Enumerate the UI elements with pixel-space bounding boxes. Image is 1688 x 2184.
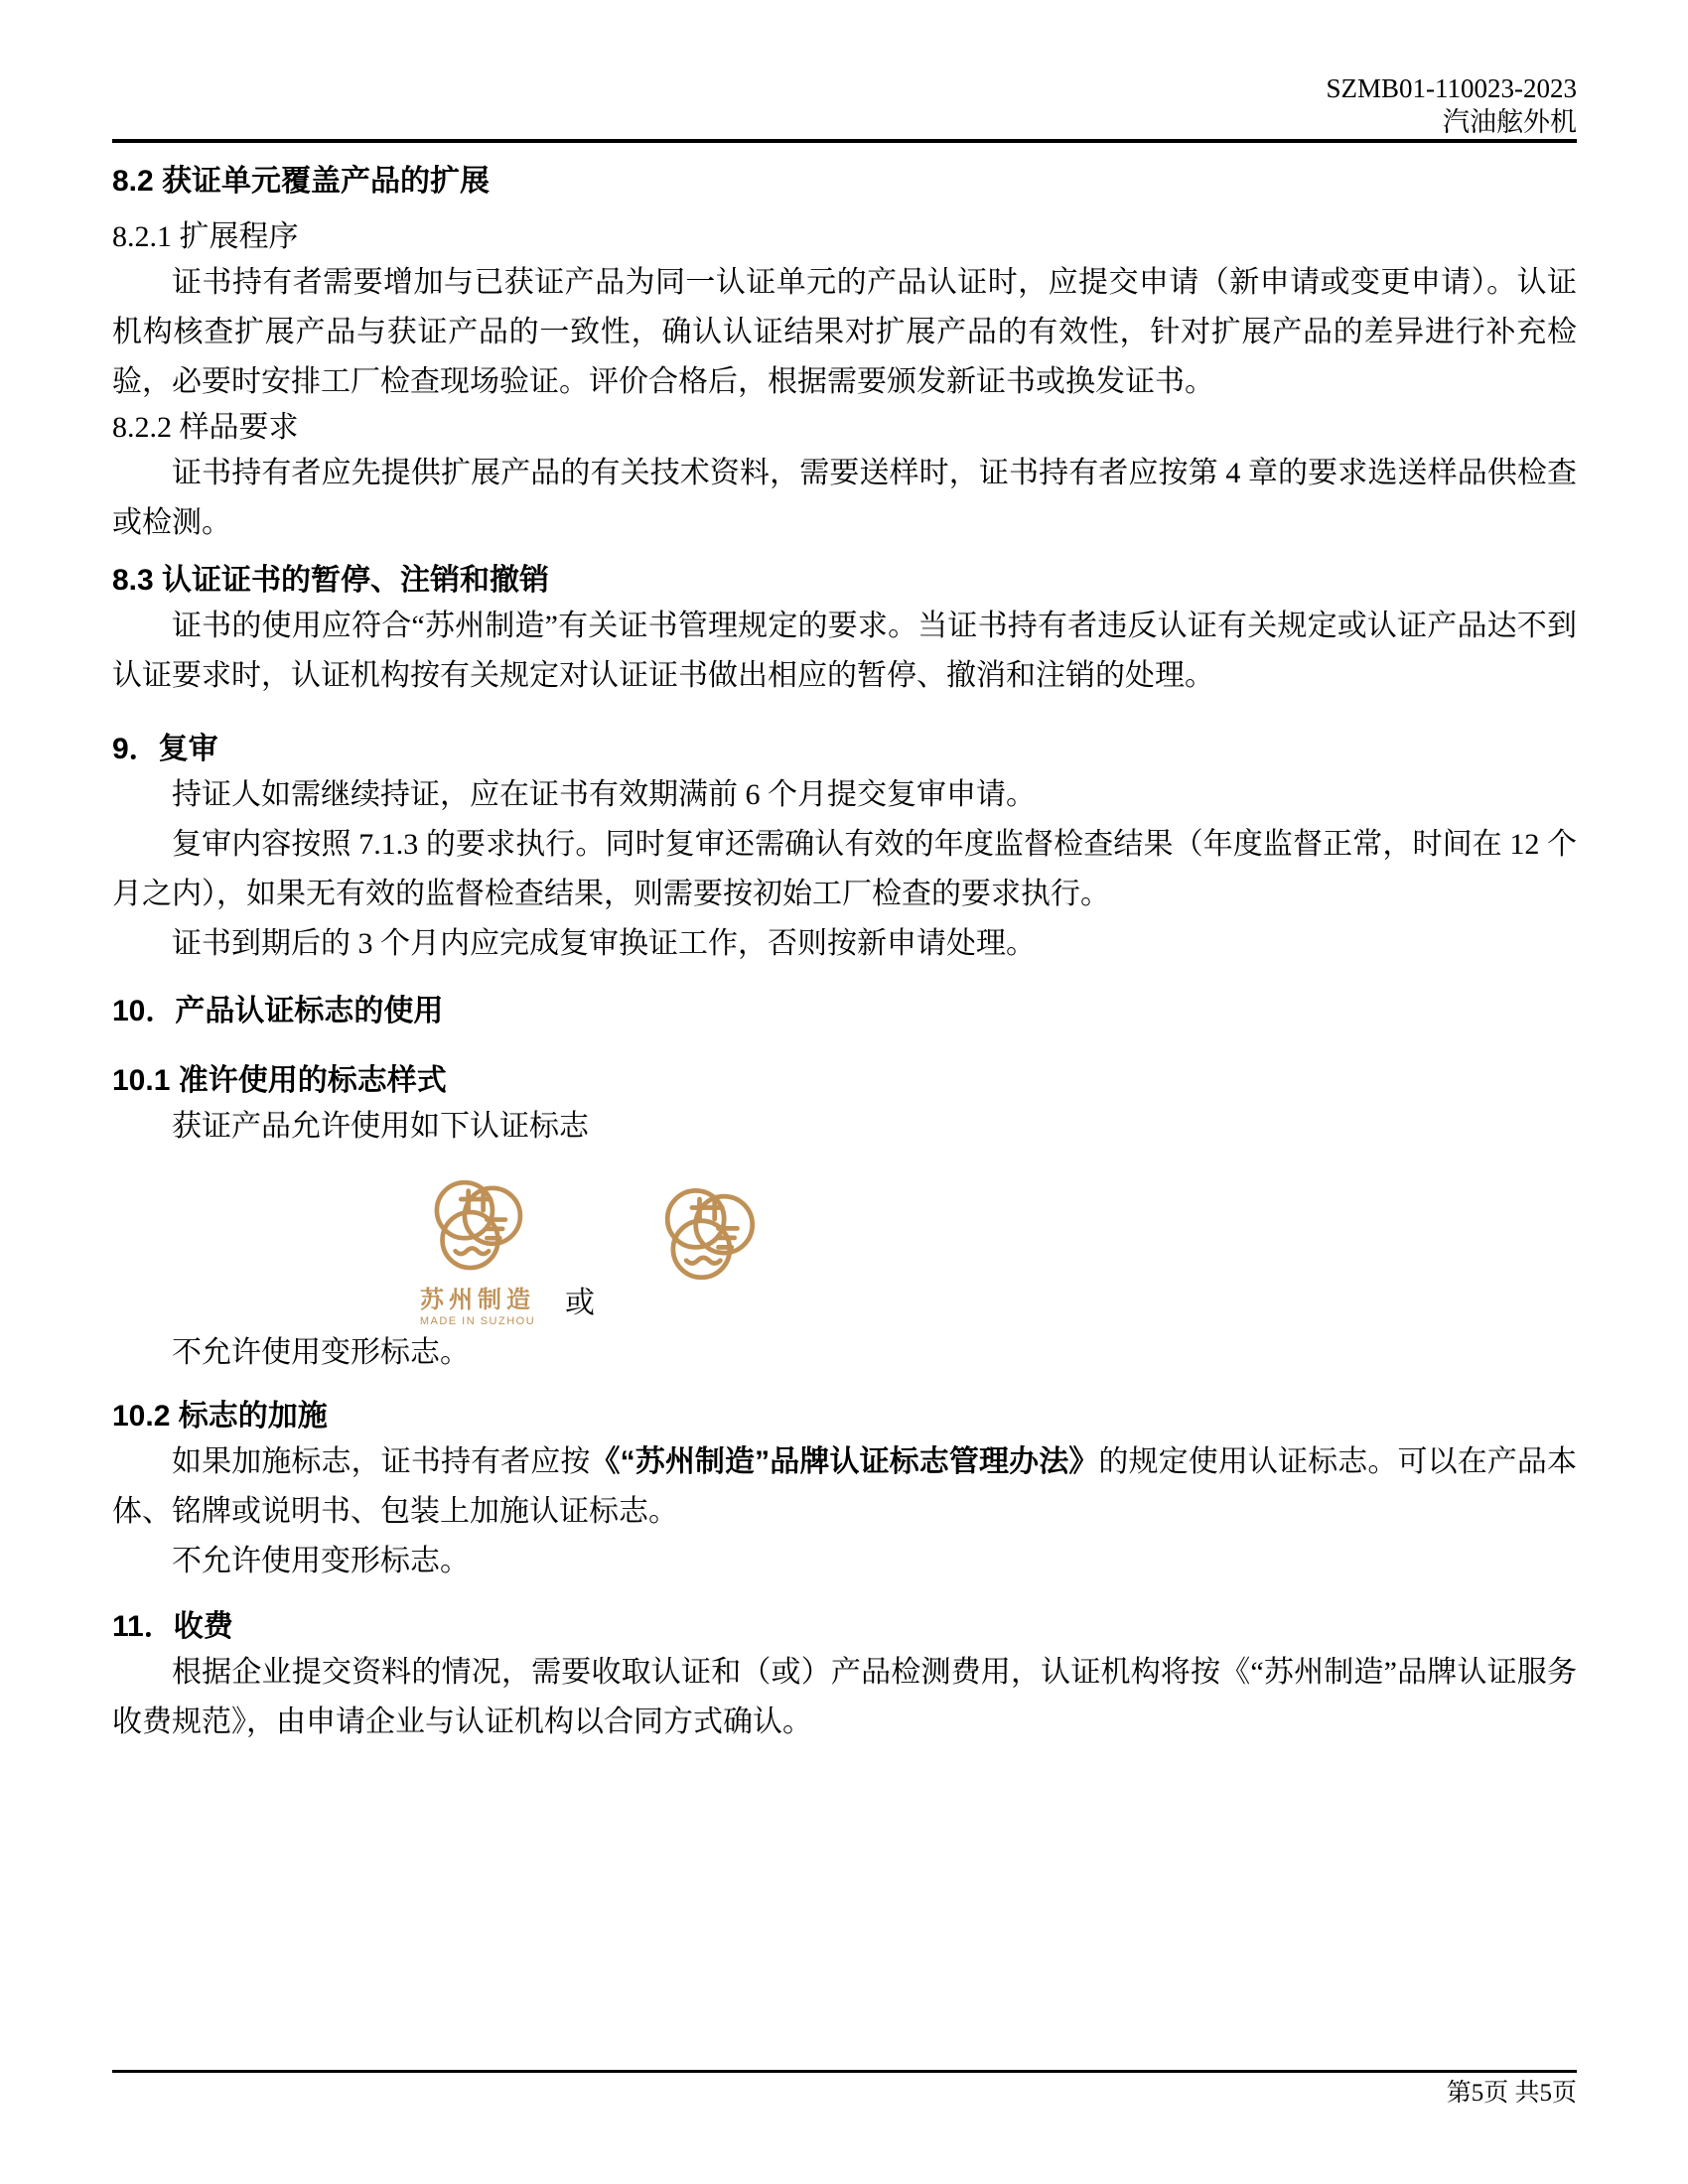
note-10-1: 不允许使用变形标志。	[172, 1336, 470, 1369]
paragraph-9-2: 复审内容按照 7.1.3 的要求执行。同时复审还需确认有效的年度监督检查结果（年度监督正常，时间在 12 个月之内），如果无有效的监督检查结果，则需要按初始工厂检查的要求执行。	[112, 828, 1577, 910]
section-heading-10-2: 10.2 标志的加施	[112, 1400, 328, 1433]
paragraph-8-2-1: 证书持有者需要增加与已获证产品为同一认证单元的产品认证时，应提交申请（新申请或变更申请）。认证机构核查扩展产品与获证产品的一致性，确认认证结果对扩展产品的有效性，针对扩展产品的差异进行补充检验，必要时安排工厂检查现场验证。评价合格后，根据需要颁发新证书或换发证书。	[112, 266, 1577, 398]
paragraph-10-2-pre: 如果加施标志，证书持有者应按	[172, 1445, 591, 1478]
suzhou-made-logo-icon	[652, 1179, 766, 1293]
doc-header	[112, 71, 1577, 139]
page-number: 第5页 共5页	[1446, 2080, 1577, 2107]
paragraph-11: 根据企业提交资料的情况，需要收取认证和（或）产品检测费用，认证机构将按《“苏州制造”品牌认证服务收费规范》，由申请企业与认证机构以合同方式确认。	[112, 1656, 1577, 1738]
section-heading-8-3: 8.3 认证证书的暂停、注销和撤销	[112, 564, 550, 597]
note-10-2: 不允许使用变形标志。	[172, 1545, 470, 1577]
section-heading-11: 11．收费	[112, 1610, 233, 1643]
section-heading-8-2-2: 8.2.2 样品要求	[112, 411, 299, 444]
certification-mark-row	[420, 1171, 1577, 1328]
paragraph-9-1: 持证人如需继续持证，应在证书有效期满前 6 个月提交复审申请。	[172, 778, 1036, 811]
doc-footer	[112, 2070, 1577, 2111]
section-heading-9: 9．复审	[112, 733, 218, 765]
logo-label-cn: 苏州制造	[420, 1287, 535, 1313]
paragraph-10-2-post: 的规定使用认证标志。可以在产品本体、铭牌或说明书、包装上加施认证标志。	[112, 1445, 1578, 1528]
suzhou-made-logo-left	[420, 1171, 535, 1328]
suzhou-made-logo-icon	[422, 1171, 533, 1283]
paragraph-10-2-regulation-title: 《“苏州制造”品牌认证标志管理办法》	[590, 1445, 1099, 1478]
section-heading-10-1: 10.1 准许使用的标志样式	[112, 1064, 447, 1097]
or-separator: 或	[565, 1287, 595, 1319]
doc-number: SZMB01-110023-2023	[1326, 73, 1577, 103]
section-heading-10: 10．产品认证标志的使用	[112, 995, 444, 1027]
header-rule	[112, 139, 1577, 143]
paragraph-10-1: 获证产品允许使用如下认证标志	[172, 1110, 589, 1143]
paragraph-8-3: 证书的使用应符合“苏州制造”有关证书管理规定的要求。当证书持有者违反认证有关规定或认证产品达不到认证要求时，认证机构按有关规定对认证证书做出相应的暂停、撤消和注销的处理。	[112, 610, 1577, 692]
paragraph-9-3: 证书到期后的 3 个月内应完成复审换证工作，否则按新申请处理。	[172, 927, 1036, 960]
suzhou-made-logo-right	[652, 1179, 766, 1293]
doc-title: 汽油舷外机	[1443, 107, 1577, 137]
logo-label-en: MADE IN SUZHOU	[419, 1315, 536, 1327]
paragraph-8-2-2: 证书持有者应先提供扩展产品的有关技术资料，需要送样时，证书持有者应按第 4 章的要求选送样品供检查或检测。	[112, 457, 1577, 539]
section-heading-8-2-1: 8.2.1 扩展程序	[112, 220, 299, 253]
section-heading-8-2: 8.2 获证单元覆盖产品的扩展	[112, 165, 491, 198]
paragraph-10-2	[112, 1437, 1577, 1537]
